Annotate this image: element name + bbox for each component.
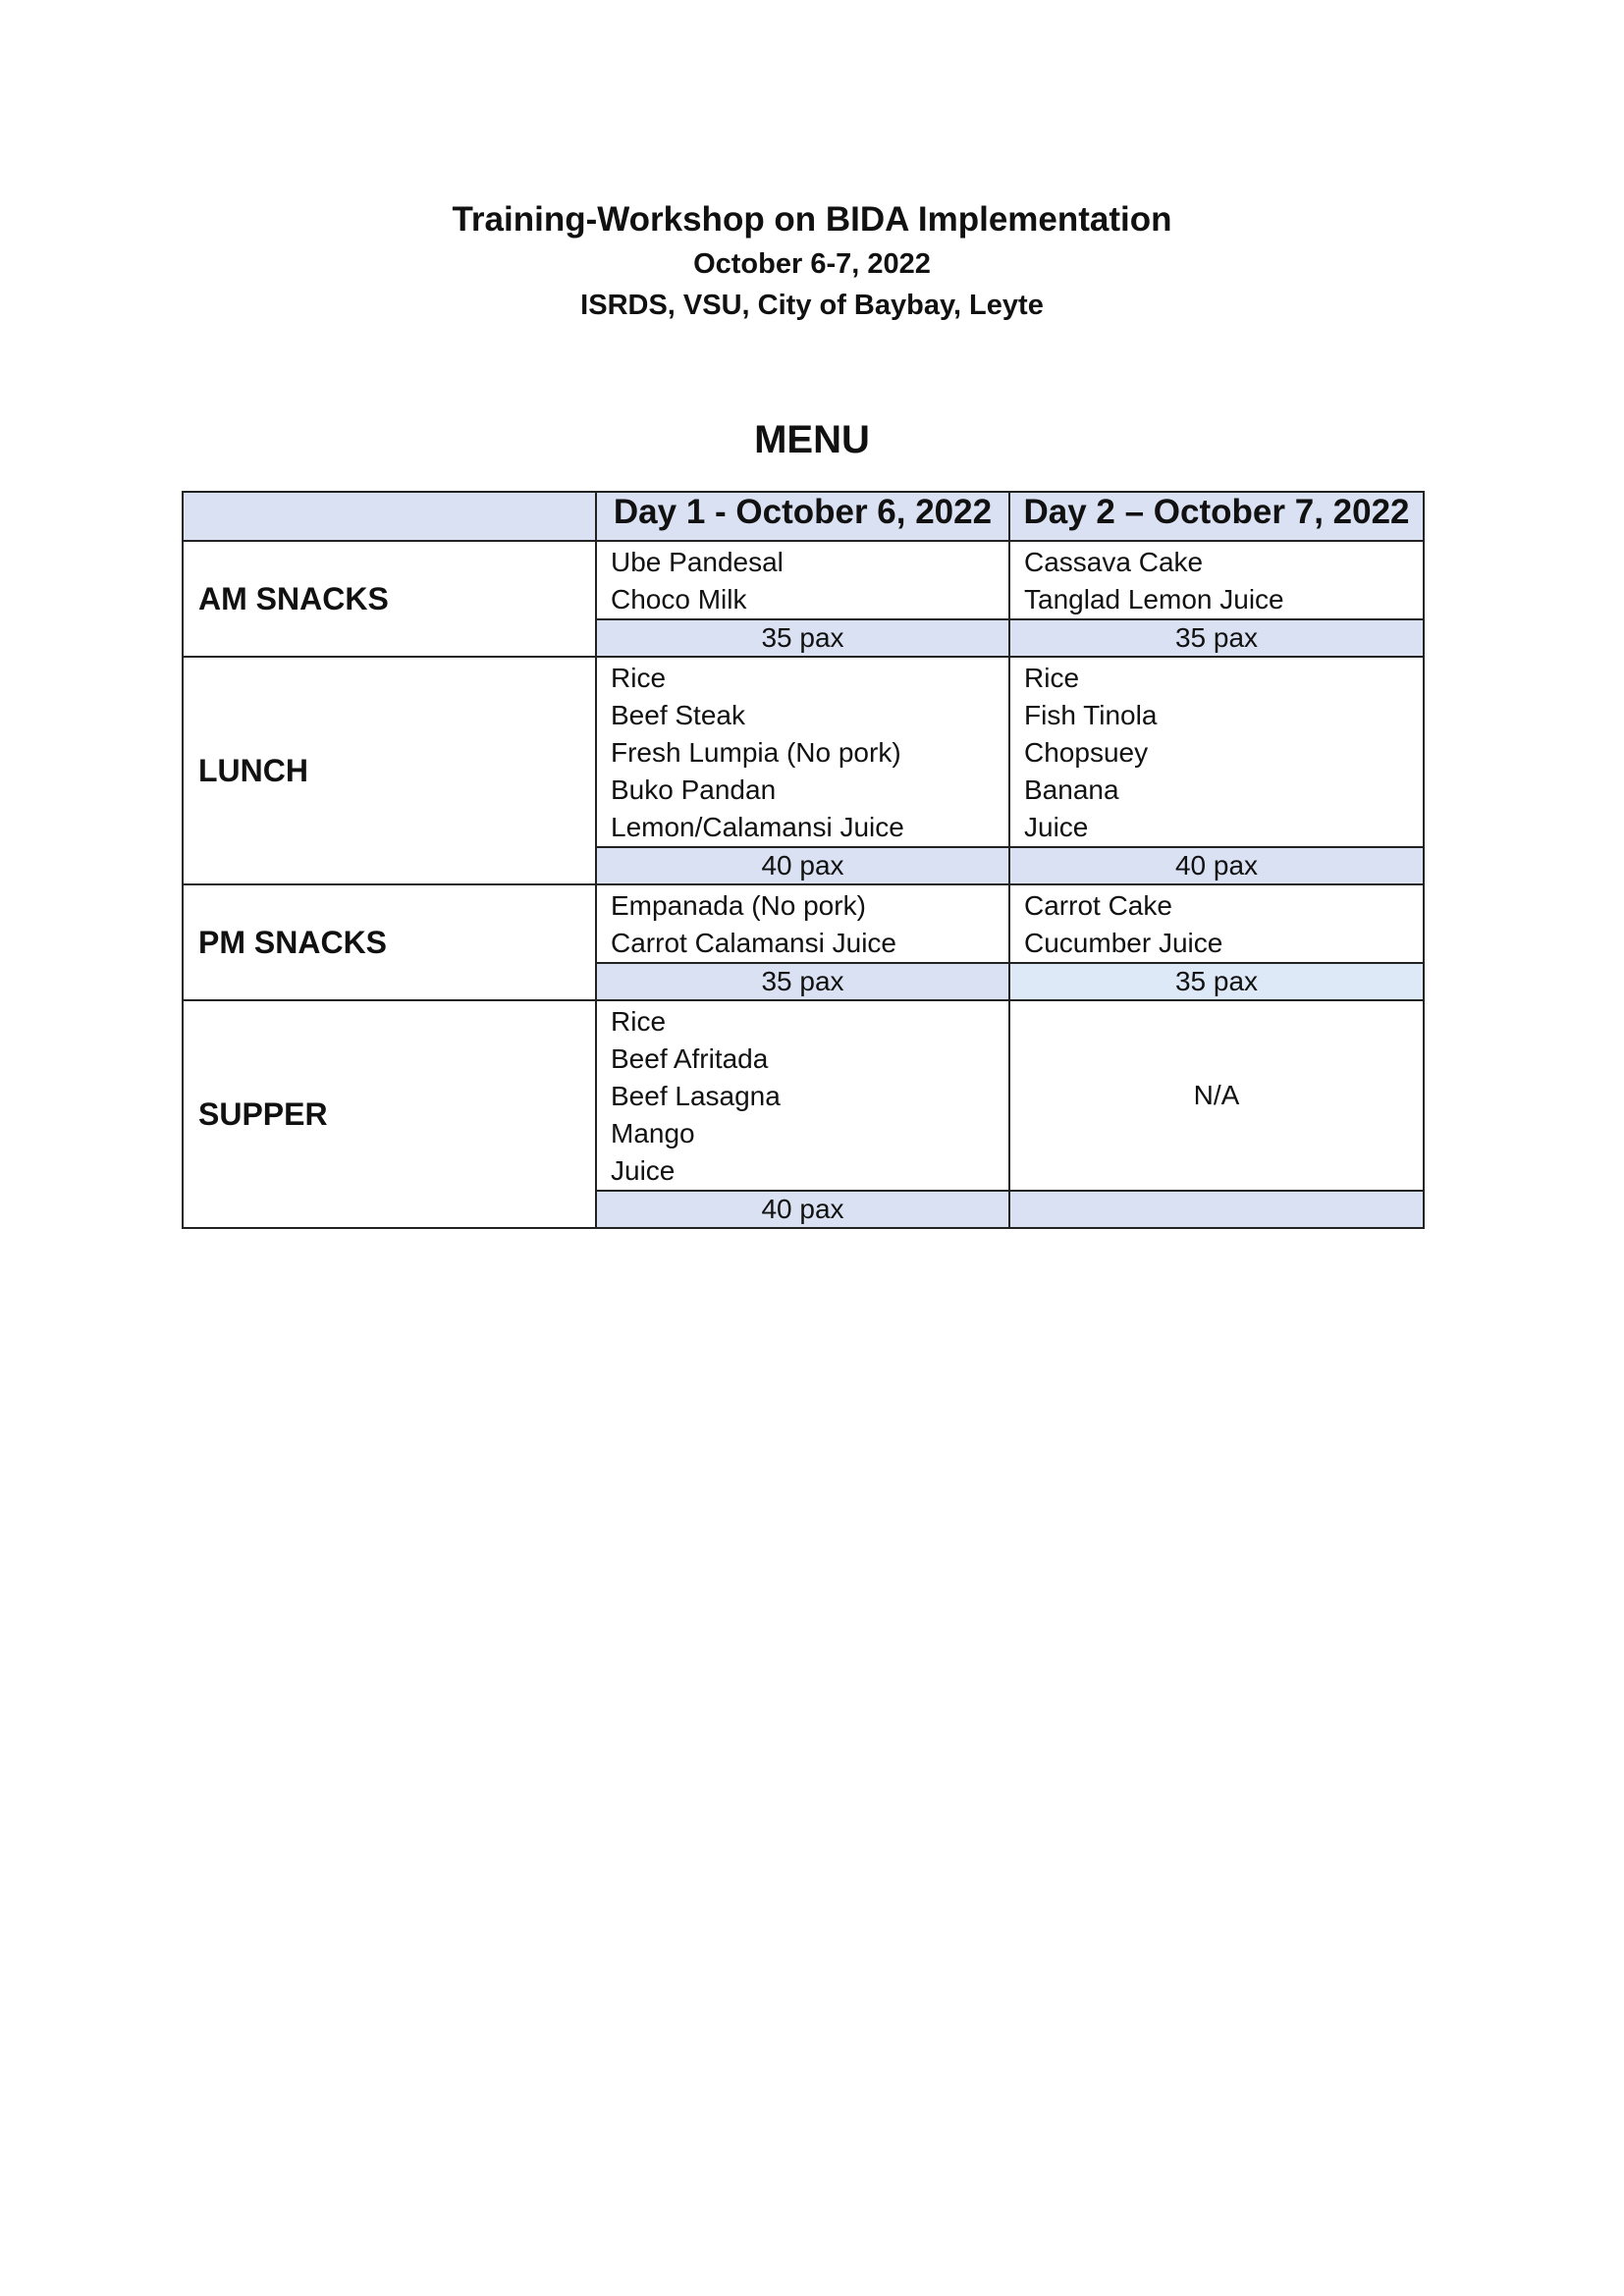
list-item: Beef Lasagna — [611, 1081, 781, 1111]
day1-pax-supper: 40 pax — [596, 1191, 1009, 1228]
list-item: Empanada (No pork) — [611, 890, 866, 921]
list-item: Choco Milk — [611, 584, 747, 614]
table-row — [183, 884, 1424, 963]
table-row — [183, 657, 1424, 847]
day2-pax-supper — [1009, 1191, 1424, 1228]
day2-items-am-snacks — [1009, 541, 1424, 619]
list-item: Cucumber Juice — [1024, 928, 1223, 958]
list-item: Rice — [1024, 663, 1080, 693]
day1-pax-am-snacks: 35 pax — [596, 619, 1009, 657]
list-item: Fish Tinola — [1024, 700, 1158, 730]
meal-label-supper: SUPPER — [183, 1000, 596, 1228]
menu-table — [182, 491, 1425, 1229]
list-item: Beef Afritada — [611, 1043, 769, 1074]
table-row — [183, 541, 1424, 619]
event-dates: October 6-7, 2022 — [693, 248, 931, 280]
list-item: Carrot Calamansi Juice — [611, 928, 896, 958]
list-item: Ube Pandesal — [611, 547, 784, 577]
day1-pax-pm-snacks: 35 pax — [596, 963, 1009, 1000]
list-item: Rice — [611, 663, 667, 693]
list-item: Chopsuey — [1024, 737, 1149, 768]
list-item: Lemon/Calamansi Juice — [611, 812, 904, 842]
table-row — [183, 1000, 1424, 1191]
list-item: Cassava Cake — [1024, 547, 1204, 577]
list-item: Buko Pandan — [611, 774, 777, 805]
table-header-row — [183, 492, 1424, 541]
day1-pax-lunch: 40 pax — [596, 847, 1009, 884]
day1-items-supper — [596, 1000, 1009, 1191]
day2-items-pm-snacks — [1009, 884, 1424, 963]
document-title: Training-Workshop on BIDA Implementation — [452, 200, 1172, 239]
list-item: Juice — [1024, 812, 1089, 842]
day1-items-pm-snacks — [596, 884, 1009, 963]
list-item: Fresh Lumpia (No pork) — [611, 737, 901, 768]
meal-label-pm-snacks: PM SNACKS — [183, 884, 596, 1000]
day2-items-lunch — [1009, 657, 1424, 847]
header-corner-cell — [183, 492, 596, 541]
list-item: Rice — [611, 1006, 667, 1037]
day2-supper-na: N/A — [1009, 1000, 1424, 1191]
list-item: Carrot Cake — [1024, 890, 1172, 921]
day2-pax-am-snacks: 35 pax — [1009, 619, 1424, 657]
list-item: Banana — [1024, 774, 1119, 805]
event-venue: ISRDS, VSU, City of Baybay, Leyte — [580, 290, 1044, 321]
list-item: Tanglad Lemon Juice — [1024, 584, 1284, 614]
header-day2: Day 2 – October 7, 2022 — [1009, 492, 1424, 541]
meal-label-lunch: LUNCH — [183, 657, 596, 884]
day1-items-lunch — [596, 657, 1009, 847]
document-header — [0, 196, 1624, 326]
header-day1: Day 1 - October 6, 2022 — [596, 492, 1009, 541]
list-item: Beef Steak — [611, 700, 745, 730]
day2-pax-pm-snacks: 35 pax — [1009, 963, 1424, 1000]
day2-pax-lunch: 40 pax — [1009, 847, 1424, 884]
day1-items-am-snacks — [596, 541, 1009, 619]
meal-label-am-snacks: AM SNACKS — [183, 541, 596, 657]
list-item: Mango — [611, 1118, 695, 1148]
list-item: Juice — [611, 1155, 676, 1186]
menu-heading: MENU — [754, 418, 870, 461]
